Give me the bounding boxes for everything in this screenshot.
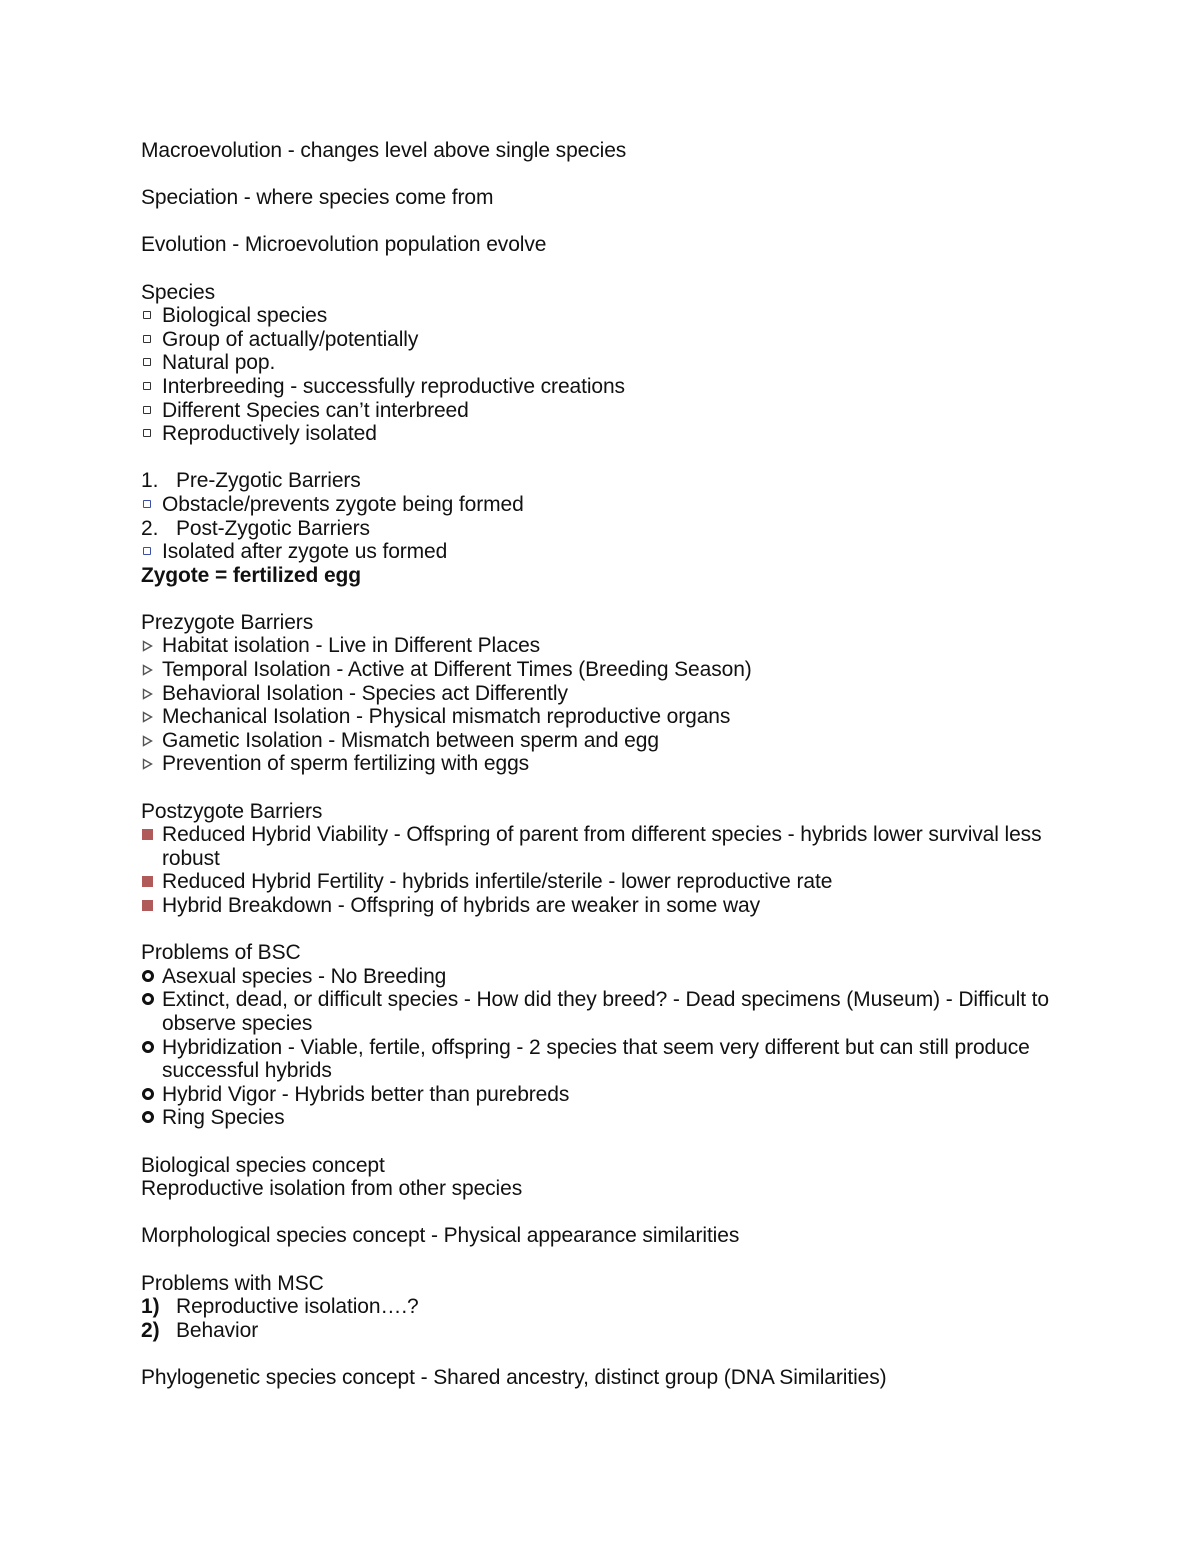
msc-problems-heading: Problems with MSC — [141, 1271, 324, 1295]
triangle-bullet-icon — [141, 752, 162, 776]
evolution-line: Evolution - Microevolution population evolve — [141, 233, 547, 257]
psc-line: Phylogenetic species concept - Shared ancestry, distinct group (DNA Similarities) — [141, 1365, 887, 1389]
numbered-item: 2) Behavior — [141, 1318, 259, 1342]
square-bullet-icon — [141, 351, 162, 375]
red-square-bullet-icon — [141, 870, 162, 894]
list-item: Different Species can’t interbreed — [141, 399, 1061, 423]
triangle-bullet-icon — [141, 705, 162, 729]
postzygote-list — [141, 823, 1061, 917]
triangle-bullet-icon — [141, 682, 162, 706]
triangle-bullet-icon — [141, 634, 162, 658]
document-page — [141, 139, 1061, 1389]
list-item: Reduced Hybrid Fertility - hybrids infertile/sterile - lower reproductive rate — [141, 870, 1061, 894]
list-item: Prevention of sperm fertilizing with eggs — [141, 752, 1061, 776]
red-square-bullet-icon — [141, 894, 162, 918]
prezygote-heading: Prezygote Barriers — [141, 610, 314, 634]
triangle-bullet-icon — [141, 729, 162, 753]
list-item: Interbreeding - successfully reproductive creations — [141, 375, 1061, 399]
list-item: Biological species — [141, 304, 1061, 328]
list-item: Behavioral Isolation - Species act Differently — [141, 682, 1061, 706]
list-item: Obstacle/prevents zygote being formed — [141, 493, 1061, 517]
msc-line: Morphological species concept - Physical appearance similarities — [141, 1224, 740, 1248]
bsc-heading: Biological species concept — [141, 1153, 385, 1177]
list-item: Natural pop. — [141, 351, 1061, 375]
circle-bullet-icon — [141, 965, 162, 989]
bsc-problems-list — [141, 965, 1061, 1130]
list-item: Extinct, dead, or difficult species - How did they breed? - Dead specimens (Museum) - Difficult to observe species — [141, 988, 1061, 1035]
postzygote-heading: Postzygote Barriers — [141, 799, 323, 823]
species-heading: Species — [141, 280, 216, 304]
post-zygotic-barriers: Post-Zygotic Barriers — [176, 516, 370, 540]
list-item: Hybrid Vigor - Hybrids better than purebreds — [141, 1083, 1061, 1107]
list-item: Ring Species — [141, 1106, 1061, 1130]
square-bullet-icon — [141, 493, 162, 517]
circle-bullet-icon — [141, 1036, 162, 1060]
bsc-definition: Reproductive isolation from other species — [141, 1177, 523, 1201]
barriers-section — [141, 469, 1061, 587]
list-item: Reproductively isolated — [141, 422, 1061, 446]
macroevolution-line: Macroevolution - changes level above single species — [141, 139, 627, 162]
list-item: Asexual species - No Breeding — [141, 965, 1061, 989]
speciation-line: Speciation - where species come from — [141, 186, 494, 210]
numbered-item: 1) Reproductive isolation….? — [141, 1295, 419, 1319]
list-item: Hybridization - Viable, fertile, offspring - 2 species that seem very different but can still produce successful hybrids — [141, 1036, 1061, 1083]
circle-bullet-icon — [141, 988, 162, 1012]
list-item: Hybrid Breakdown - Offspring of hybrids are weaker in some way — [141, 894, 1061, 918]
numbered-item: 2. Post-Zygotic Barriers — [141, 517, 1061, 541]
triangle-bullet-icon — [141, 658, 162, 682]
circle-bullet-icon — [141, 1083, 162, 1107]
prezygote-list — [141, 634, 1061, 776]
square-bullet-icon — [141, 399, 162, 423]
square-bullet-icon — [141, 422, 162, 446]
list-item: Mechanical Isolation - Physical mismatch reproductive organs — [141, 705, 1061, 729]
list-item: Habitat isolation - Live in Different Places — [141, 634, 1061, 658]
square-bullet-icon — [141, 540, 162, 564]
pre-zygotic-barriers: Pre-Zygotic Barriers — [176, 469, 361, 493]
numbered-item: 1. Pre-Zygotic Barriers — [141, 469, 1061, 493]
red-square-bullet-icon — [141, 823, 162, 847]
zygote-definition: Zygote = fertilized egg — [141, 563, 361, 587]
square-bullet-icon — [141, 304, 162, 328]
list-item: Temporal Isolation - Active at Different Times (Breeding Season) — [141, 658, 1061, 682]
list-item: Group of actually/potentially — [141, 328, 1061, 352]
list-item: Reduced Hybrid Viability - Offspring of parent from different species - hybrids lower survival less robust — [141, 823, 1061, 870]
square-bullet-icon — [141, 328, 162, 352]
species-list — [141, 304, 1061, 446]
bsc-problems-heading: Problems of BSC — [141, 941, 301, 965]
list-item: Gametic Isolation - Mismatch between sperm and egg — [141, 729, 1061, 753]
circle-bullet-icon — [141, 1106, 162, 1130]
square-bullet-icon — [141, 375, 162, 399]
list-item: Isolated after zygote us formed — [141, 540, 1061, 564]
